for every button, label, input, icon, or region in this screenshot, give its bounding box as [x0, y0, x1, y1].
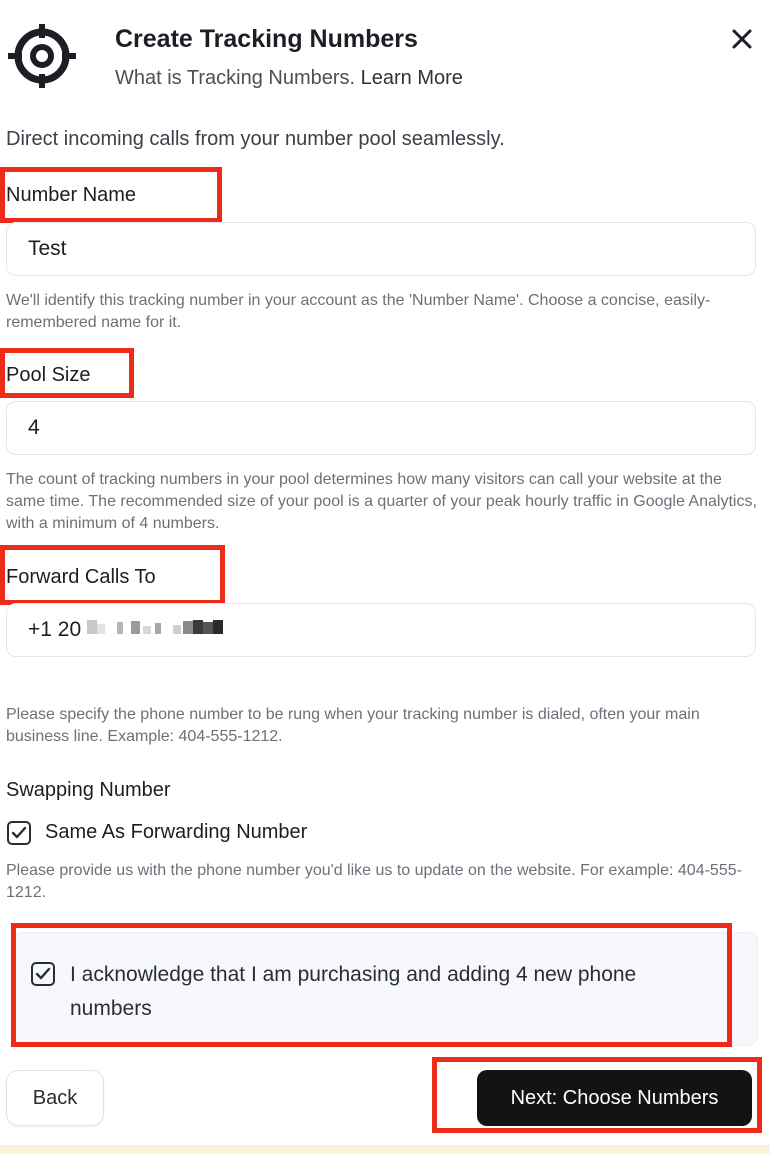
back-button[interactable]: Back [6, 1070, 104, 1126]
forward-calls-to-label: Forward Calls To [6, 566, 156, 588]
target-logo-icon [8, 24, 76, 88]
bottom-strip [0, 1145, 770, 1154]
phone-number-visible-part: +1 20 [28, 618, 82, 641]
next-choose-numbers-button[interactable]: Next: Choose Numbers [477, 1070, 752, 1126]
highlight-pool-size-label [0, 348, 134, 398]
number-name-help: We'll identify this tracking number in your account as the 'Number Name'. Choose a concise, easily-remembered name for it. [6, 292, 711, 331]
dialog-subtitle [115, 67, 463, 90]
swapping-number-help: Please provide us with the phone number you'd like us to update on the website. For example: 404-555-1212. [6, 862, 742, 901]
number-name-input[interactable]: Test [6, 222, 756, 276]
highlight-number-name-label [0, 167, 222, 223]
checkmark-icon [9, 823, 29, 843]
swapping-number-label: Swapping Number [6, 779, 171, 801]
same-as-forwarding-checkbox[interactable] [7, 821, 31, 845]
close-icon[interactable] [726, 22, 758, 56]
highlight-forward-calls-label [0, 545, 225, 605]
forward-calls-to-input[interactable] [6, 603, 756, 657]
pool-size-help: The count of tracking numbers in your pool determines how many visitors can call your website at the same time. The recommended size of your pool is a quarter of your peak hourly traffic in Google Analytics, with a minimum of 4 numbers. [6, 471, 757, 532]
learn-more-link[interactable]: Learn More [360, 67, 463, 89]
dialog-title: Create Tracking Numbers [115, 25, 418, 53]
forward-calls-help: Please specify the phone number to be rung when your tracking number is dialed, often your main business line. Example: 404-555-1212. [6, 706, 700, 745]
subtitle-text: What is Tracking Numbers. [115, 67, 356, 89]
pool-size-label: Pool Size [6, 364, 91, 386]
redacted-phone-digits [87, 604, 237, 656]
dialog-description: Direct incoming calls from your number pool seamlessly. [6, 128, 505, 150]
highlight-acknowledge [11, 923, 732, 1047]
highlight-next-button [432, 1057, 762, 1133]
acknowledge-text[interactable]: I acknowledge that I am purchasing and adding 4 new phone numbers [70, 963, 637, 1020]
same-as-forwarding-label[interactable]: Same As Forwarding Number [45, 821, 308, 843]
pool-size-input[interactable]: 4 [6, 401, 756, 455]
number-name-label: Number Name [6, 184, 137, 206]
